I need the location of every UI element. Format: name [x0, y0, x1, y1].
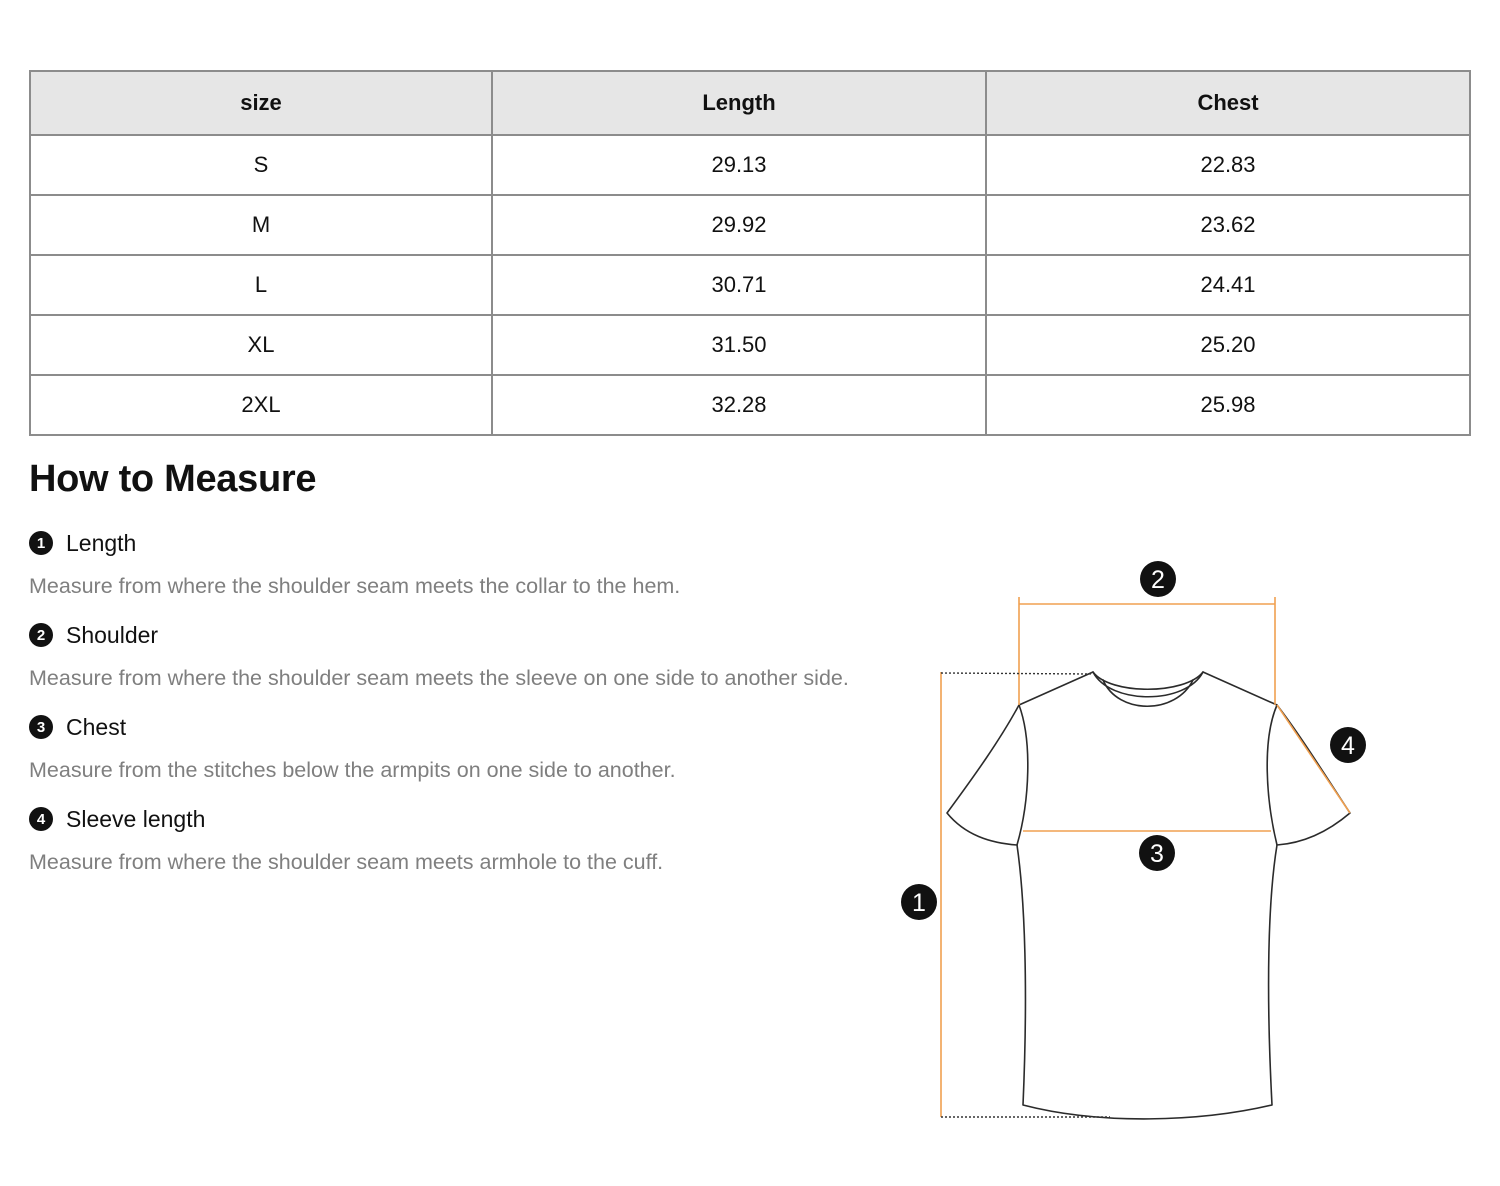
tshirt-outline-icon — [947, 672, 1350, 1119]
measure-name: Chest — [66, 713, 127, 740]
number-1-badge-icon: 1 — [29, 531, 53, 555]
marker-4-label: 4 — [1341, 732, 1355, 760]
header-chest: Chest — [986, 71, 1470, 135]
measure-item-sleeve-length — [29, 804, 909, 875]
header-length: Length — [492, 71, 986, 135]
measure-heading — [29, 620, 909, 650]
measure-description: Measure from the stitches below the armpits on one side to another. — [29, 758, 676, 782]
measure-item-length — [29, 528, 909, 599]
measure-name: Sleeve length — [66, 805, 206, 832]
top-dotted-guide — [941, 673, 1093, 674]
length-cell: 30.71 — [492, 255, 986, 315]
marker-1-icon — [901, 884, 937, 920]
table-row — [30, 135, 1470, 195]
measure-heading — [29, 804, 909, 834]
marker-2-label: 2 — [1151, 566, 1165, 594]
length-cell: 29.92 — [492, 195, 986, 255]
marker-3-label: 3 — [1150, 840, 1164, 868]
size-cell: L — [30, 255, 492, 315]
size-cell: S — [30, 135, 492, 195]
size-cell: 2XL — [30, 375, 492, 435]
number-2-badge-icon: 2 — [29, 623, 53, 647]
header-size: size — [30, 71, 492, 135]
chest-cell: 24.41 — [986, 255, 1470, 315]
length-cell: 32.28 — [492, 375, 986, 435]
measure-item-chest — [29, 712, 909, 783]
how-to-measure-title: How to Measure — [29, 458, 317, 500]
table-row — [30, 375, 1470, 435]
marker-1-label: 1 — [912, 889, 926, 917]
table-row — [30, 255, 1470, 315]
measure-description: Measure from where the shoulder seam meets the sleeve on one side to another side. — [29, 666, 849, 690]
size-chart-table — [29, 70, 1471, 436]
table-row — [30, 195, 1470, 255]
measure-item-shoulder — [29, 620, 909, 691]
size-cell: M — [30, 195, 492, 255]
measure-description: Measure from where the shoulder seam meets armhole to the cuff. — [29, 850, 664, 874]
measure-heading — [29, 528, 909, 558]
measure-description: Measure from where the shoulder seam meets the collar to the hem. — [29, 574, 681, 598]
number-4-badge-icon: 4 — [29, 807, 53, 831]
table-header-row — [30, 71, 1470, 135]
marker-4-icon — [1330, 727, 1366, 763]
chest-cell: 23.62 — [986, 195, 1470, 255]
chest-cell: 22.83 — [986, 135, 1470, 195]
length-cell: 31.50 — [492, 315, 986, 375]
tshirt-measurement-diagram — [880, 540, 1400, 1140]
measure-name: Length — [66, 529, 137, 556]
measure-heading — [29, 712, 909, 742]
length-cell: 29.13 — [492, 135, 986, 195]
marker-2-icon — [1140, 561, 1176, 597]
table-row — [30, 315, 1470, 375]
measure-name: Shoulder — [66, 621, 159, 648]
number-3-badge-icon: 3 — [29, 715, 53, 739]
chest-cell: 25.20 — [986, 315, 1470, 375]
marker-3-icon — [1139, 835, 1175, 871]
size-cell: XL — [30, 315, 492, 375]
chest-cell: 25.98 — [986, 375, 1470, 435]
